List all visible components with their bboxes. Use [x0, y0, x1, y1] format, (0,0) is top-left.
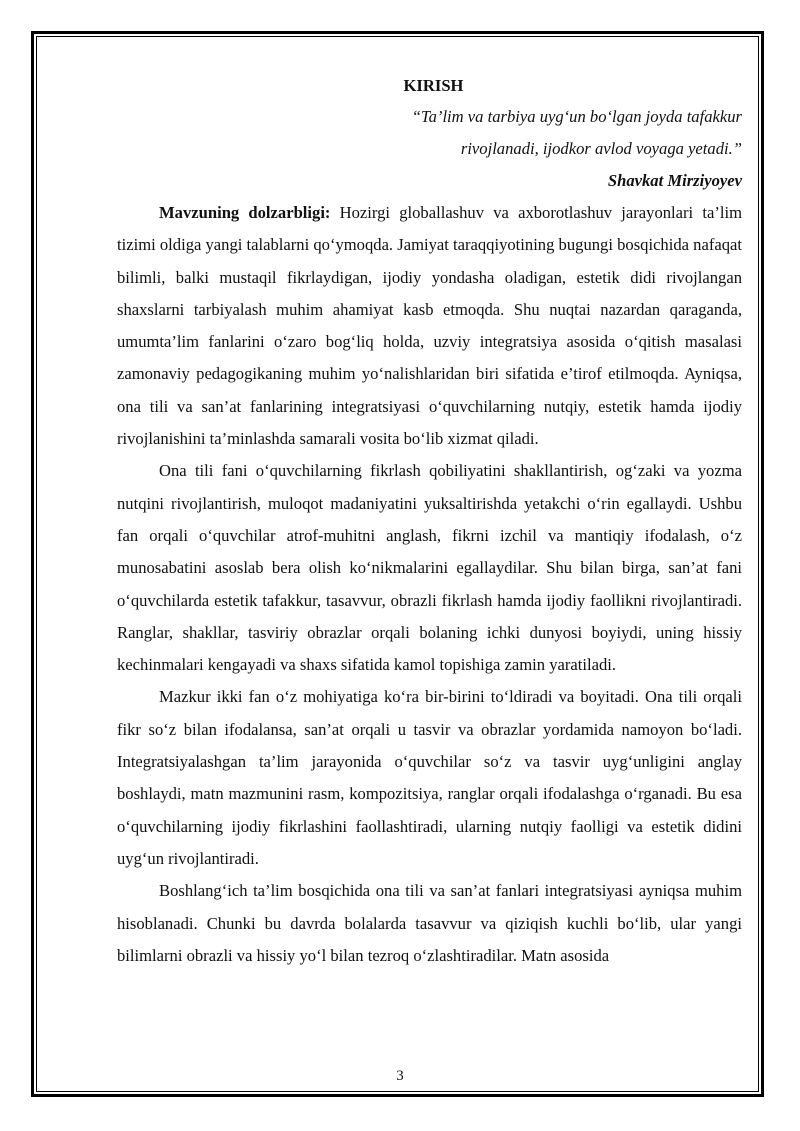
paragraph: Ona tili fani o‘quvchilarning fikrlash qobiliyatini shakllantirish, og‘zaki va yozma nutqini rivojlantirish, muloqot madaniyatini yuksaltirishda yetakchi o‘rin egallaydi. Ushbu fan orqali o‘quvchilar atrof-muhitni anglash, fikrni izchil va mantiqiy ifodalash, o‘z munosabatini asoslab bera olish ko‘nikmalarini egallaydilar. Shu bilan birga, san’at fani o‘quvchilarda estetik tafakkur, tasavvur, obrazli fikrlash hamda ijodiy faollikni rivojlantiradi. Ranglar, shakllar, tasviriy obrazlar orqali bolaning ichki dunyosi boyiydi, uning hissiy kechinmalari kengayadi va shaxs sifatida kamol topishiga zamin yaratiladi. [117, 461, 742, 675]
section-title: KIRISH [403, 76, 464, 95]
paragraph-relevance [117, 197, 742, 455]
paragraph: Boshlang‘ich ta’lim bosqichida ona tili va san’at fanlari integratsiyasi ayniqsa muhim hisoblanadi. Chunki bu davrda bolalarda tasavvur va qiziqish kuchli bo‘lib, ular yangi bilimlarni obrazli va hissiy yo‘l bilan tezroq o‘zlashtiradilar. Matn asosida [117, 881, 742, 965]
paragraph-text: Hozirgi globallashuv va axborotlashuv jarayonlari ta’lim tizimi oldiga yangi talablarni qo‘ymoqda. Jamiyat taraqqiyotining bugungi bosqichida nafaqat bilimli, balki mustaqil fikrlaydigan, ijodiy yondasha oladigan, estetik didi rivojlangan shaxslarni tarbiyalash muhim ahamiyat kasb etmoqda. Shu nuqtai nazardan qaraganda, umumta’lim fanlarini o‘zaro bog‘liq holda, uzviy integratsiya asosida o‘qitish masalasi zamonaviy pedagogikaning muhim yo‘nalishlaridan biri sifatida e’tirof etilmoqda. Ayniqsa, ona tili va san’at fanlarining integratsiyasi o‘quvchilarning nutqiy, estetik hamda ijodiy rivojlanishini ta’minlashda samarali vosita bo‘lib xizmat qiladi. [117, 203, 742, 449]
paragraph: Mazkur ikki fan o‘z mohiyatiga ko‘ra bir-birini to‘ldiradi va boyitadi. Ona tili orqali fikr so‘z bilan ifodalansa, san’at orqali u tasvir va obrazlar yordamida namoyon bo‘ladi. Integratsiyalashgan ta’lim jarayonida o‘quvchilar so‘z va tasvir uyg‘unligini anglay boshlaydi, matn mazmunini rasm, kompozitsiya, ranglar orqali ifodalashga o‘rganadi. Bu esa o‘quvchilarning ijodiy fikrlashini faollashtiradi, ularning nutqiy faolligi va estetik didini uyg‘un rivojlantiradi. [117, 687, 742, 868]
epigraph-line-2: rivojlanadi, ijodkor avlod voyaga yetadi.” [460, 139, 742, 158]
epigraph-line-1: “Ta’lim va tarbiya uyg‘un bo‘lgan joyda tafakkur [411, 107, 742, 126]
epigraph-author: Shavkat Mirziyoyev [607, 171, 742, 190]
page-number: 3 [396, 1068, 404, 1084]
paragraph-lead: Mavzuning dolzarbligi: [159, 203, 331, 222]
document-page [117, 70, 742, 972]
